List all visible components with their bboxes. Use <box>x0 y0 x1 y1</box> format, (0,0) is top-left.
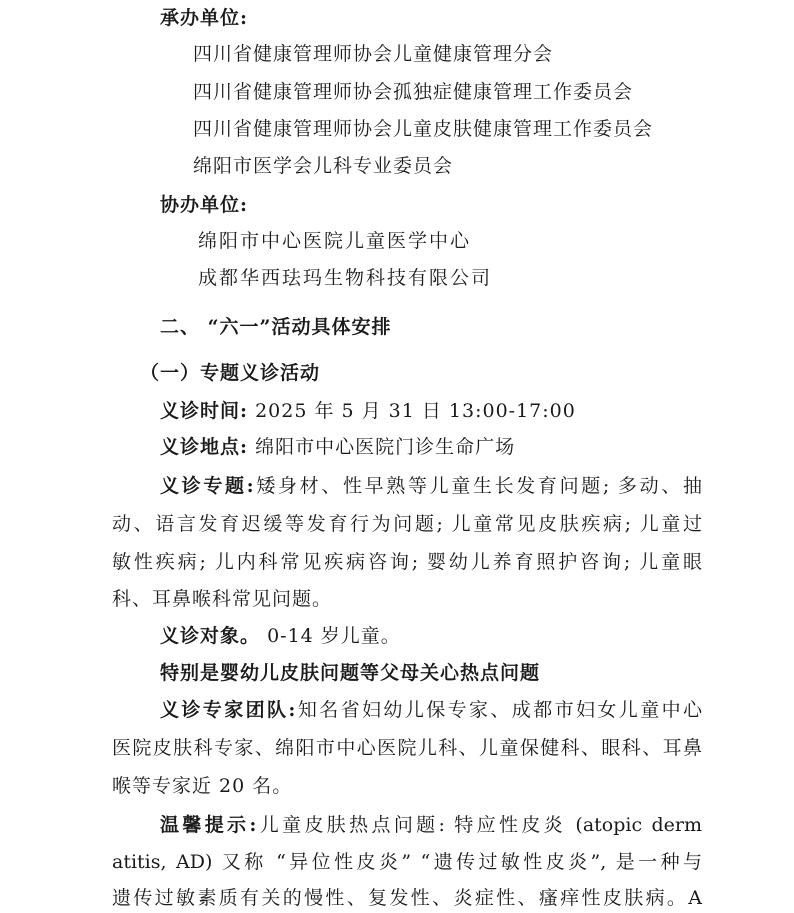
clinic-topics-label: 义诊专题: <box>160 475 254 497</box>
co-organizer-item: 成都华西珐玛生物科技有限公司 <box>198 267 493 289</box>
clinic-place-label: 义诊地点: <box>160 436 249 458</box>
clinic-target-label: 义诊对象。 <box>160 625 261 647</box>
organizer-item: 四川省健康管理师协会儿童皮肤健康管理工作委员会 <box>193 118 654 140</box>
clinic-team <box>160 698 702 722</box>
clinic-team-line: 喉等专家近 20 名。 <box>112 775 293 797</box>
highlight-text: 特别是婴幼儿皮肤问题等父母关心热点问题 <box>160 662 541 684</box>
organizer-label: 承办单位: <box>160 7 249 29</box>
clinic-time <box>160 399 576 423</box>
warm-tip-line: 遗传过敏素质有关的慢性、复发性、炎症性、瘙痒性皮肤病。A <box>112 887 702 909</box>
section-heading: 二、 “六一”活动具体安排 <box>160 316 392 338</box>
co-organizer-label: 协办单位: <box>160 194 249 216</box>
clinic-topics-line: 科、耳鼻喉科常见问题。 <box>112 588 333 610</box>
co-organizer-item: 绵阳市中心医院儿童医学中心 <box>198 230 472 252</box>
clinic-team-line: 知名省妇幼儿保专家、成都市妇女儿童中心 <box>295 699 702 721</box>
warm-tip-label: 温馨提示: <box>160 814 257 836</box>
clinic-time-label: 义诊时间: <box>160 400 249 422</box>
warm-tip-line: 儿童皮肤热点问题: 特应性皮炎 (atopic derm <box>256 814 702 836</box>
clinic-team-label: 义诊专家团队: <box>160 699 296 721</box>
warm-tip-line: atitis, AD) 又称 “异位性皮炎” “遗传过敏性皮炎”, 是一种与 <box>112 851 702 873</box>
subsection-heading: （一）专题义诊活动 <box>140 362 321 384</box>
clinic-team-line: 医院皮肤科专家、绵阳市中心医院儿科、儿童保健科、眼科、耳鼻 <box>112 737 702 759</box>
clinic-target <box>160 624 401 648</box>
clinic-topics-line: 敏性疾病; 儿内科常见疾病咨询; 婴幼儿养育照护咨询; 儿童眼 <box>112 551 702 573</box>
clinic-topics <box>160 474 702 498</box>
clinic-topics-line: 矮身材、性早熟等儿童生长发育问题; 多动、抽 <box>253 475 703 497</box>
clinic-target-value: 0-14 岁儿童。 <box>267 625 401 647</box>
clinic-place <box>160 435 515 459</box>
warm-tip <box>160 813 702 837</box>
organizer-item: 四川省健康管理师协会儿童健康管理分会 <box>193 43 554 65</box>
organizer-item: 绵阳市医学会儿科专业委员会 <box>193 155 454 177</box>
clinic-topics-line: 动、语言发育迟缓等发育行为问题; 儿童常见皮肤疾病; 儿童过 <box>112 513 702 535</box>
clinic-place-value: 绵阳市中心医院门诊生命广场 <box>255 436 516 458</box>
organizer-item: 四川省健康管理师协会孤独症健康管理工作委员会 <box>193 81 634 103</box>
clinic-time-value: 2025 年 5 月 31 日 13:00-17:00 <box>255 400 576 422</box>
